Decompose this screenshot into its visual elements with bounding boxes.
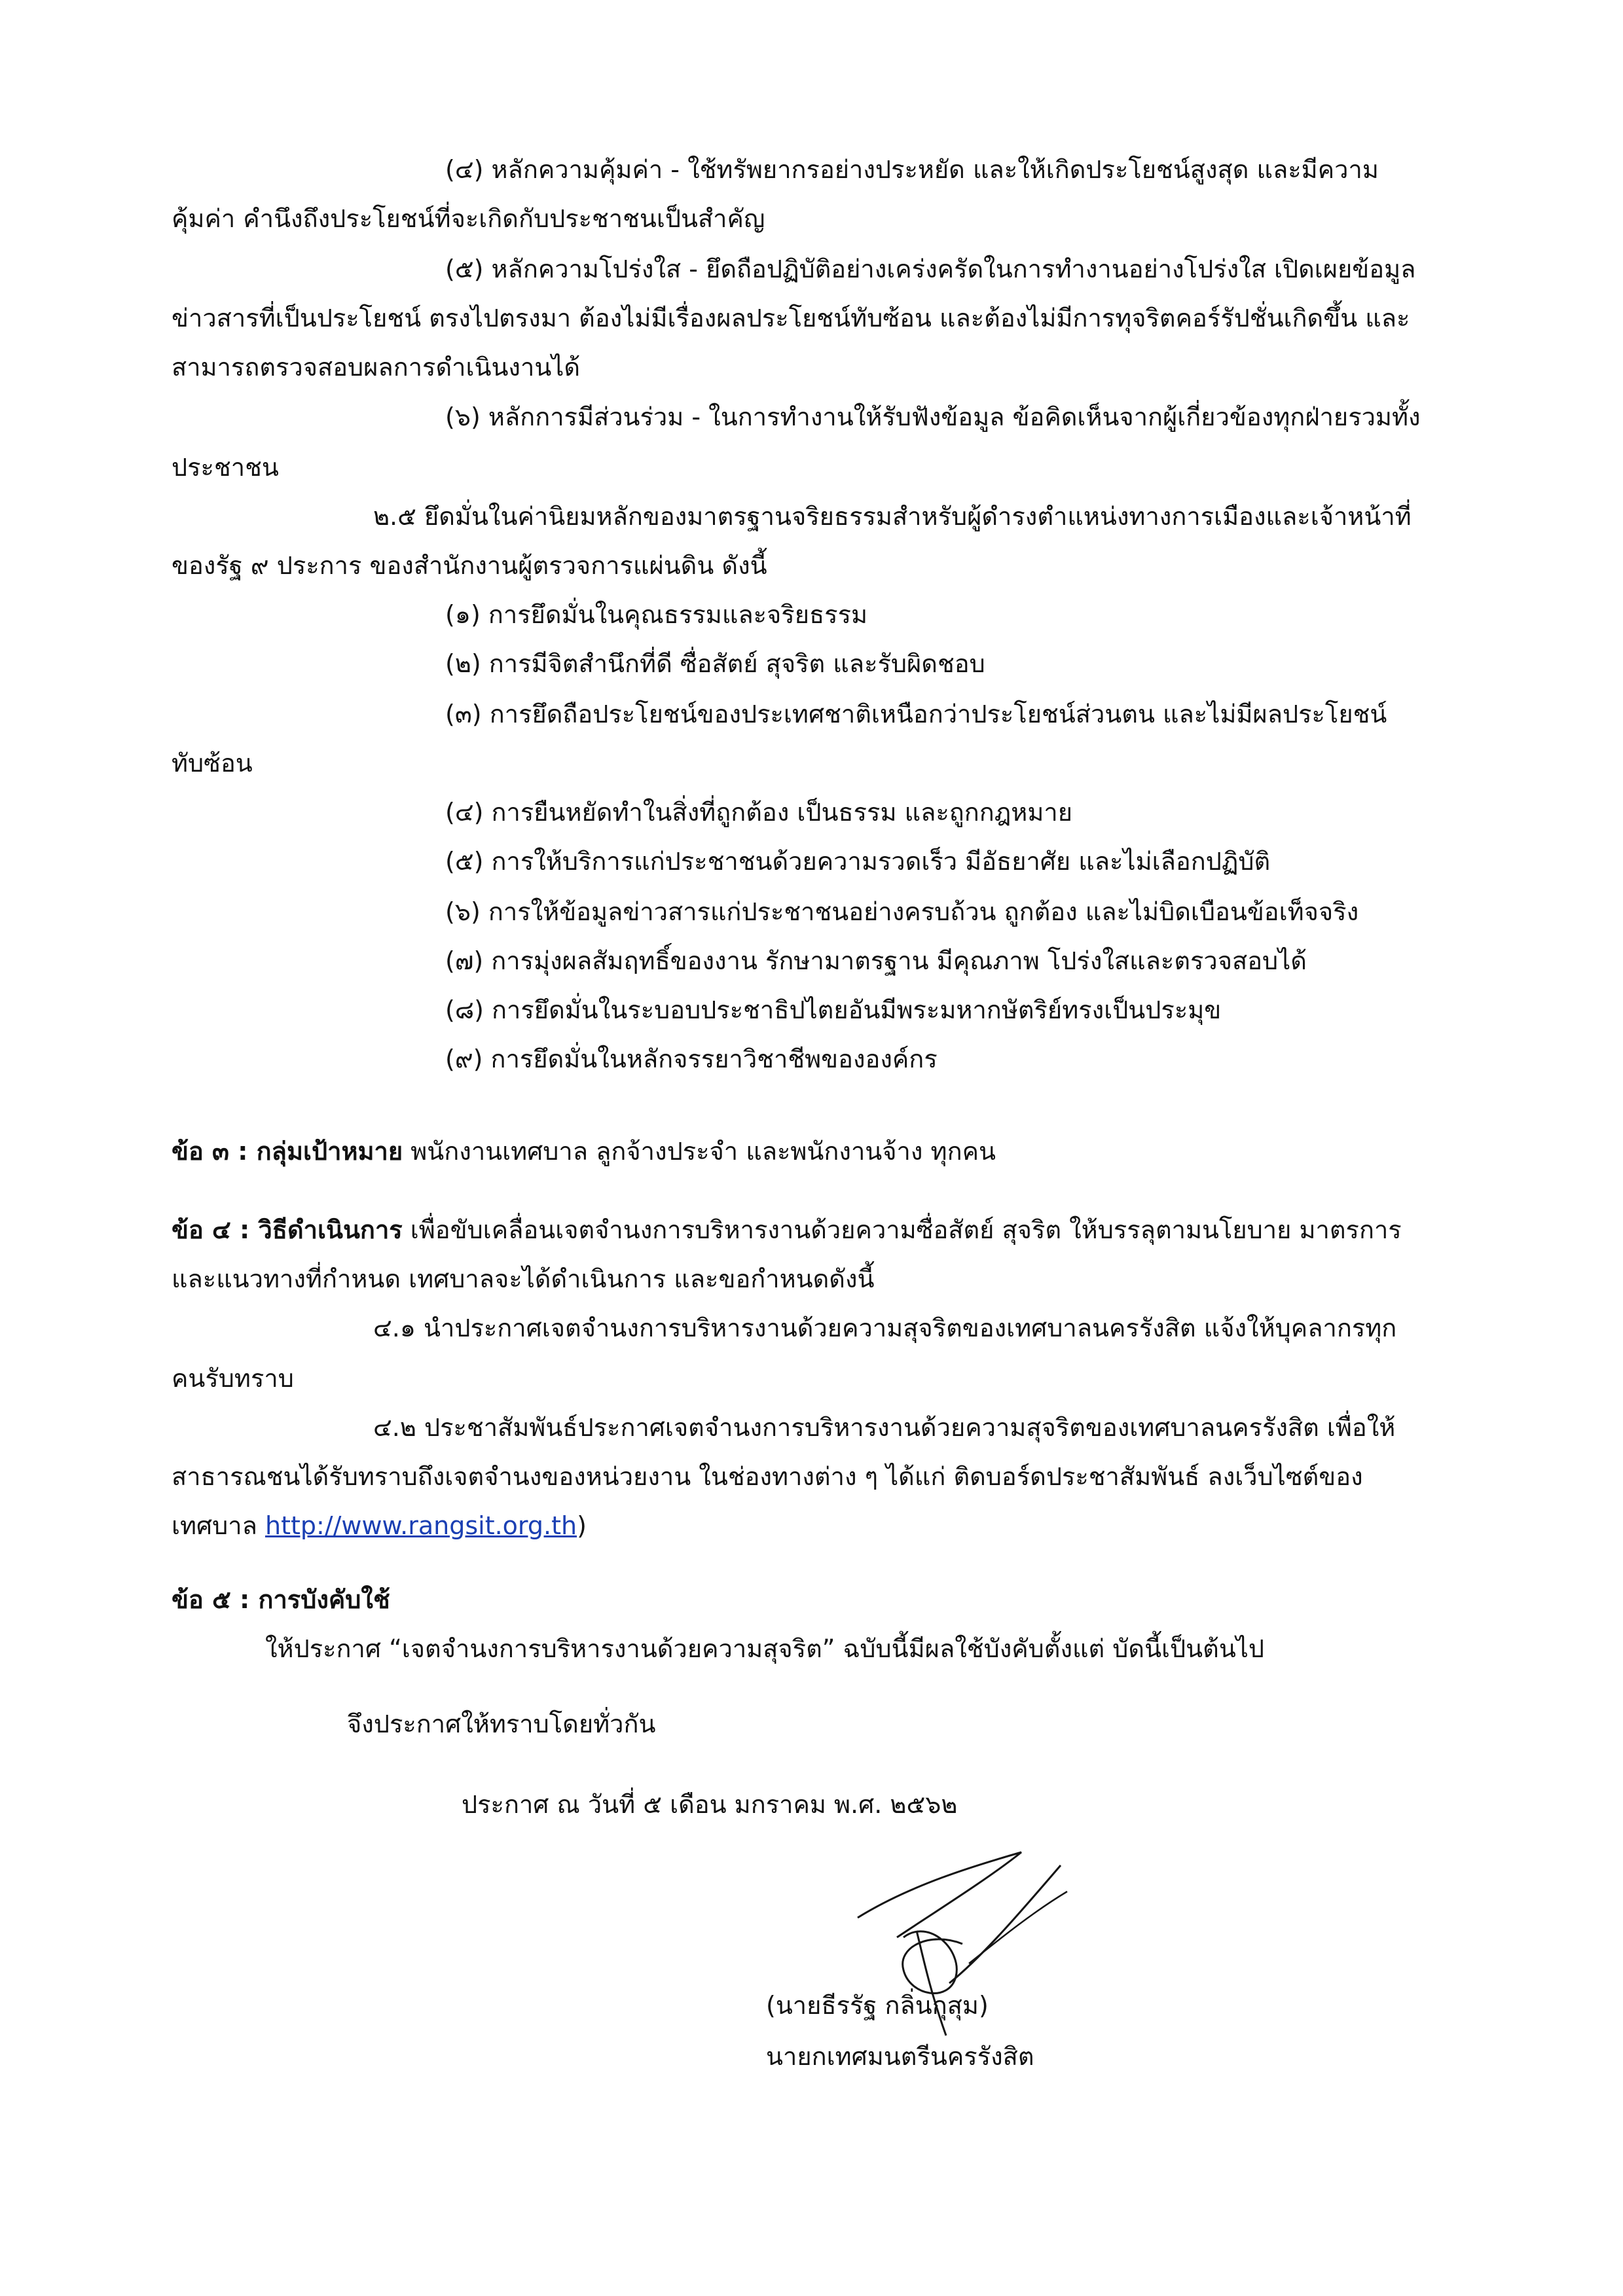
value-item-5: (๕) การให้บริการแก่ประชาชนด้วยความรวดเร็ว มีอัธยาศัย และไม่เลือกปฏิบัติ (445, 847, 1271, 876)
section-4 (172, 1214, 1402, 1246)
municipality-text: เทศบาล (172, 1511, 265, 1540)
closing-statement: จึงประกาศให้ทราบโดยทั่วกัน (347, 1710, 656, 1738)
section-4-2-cont2 (172, 1510, 587, 1541)
section-3-text: พนักงานเทศบาล ลูกจ้างประจำ และพนักงานจ้าง ทุกคน (403, 1137, 996, 1166)
signer-title: นายกเทศมนตรีนครรังสิต (766, 2042, 1034, 2071)
section-5-heading: ข้อ ๕ : การบังคับใช้ (172, 1585, 390, 1614)
section-4-1: ๔.๑ นำประกาศเจตจำนงการบริหารงานด้วยความสุจริตของเทศบาลนครรังสิต แจ้งให้บุคลากรทุก (373, 1314, 1397, 1342)
section-5-text: ให้ประกาศ “เจตจำนงการบริหารงานด้วยความสุจริต” ฉบับนี้มีผลใช้บังคับตั้งแต่ บัดนี้เป็นต้นไป (265, 1634, 1265, 1663)
section-4-2-cont: สาธารณชนได้รับทราบถึงเจตจำนงของหน่วยงาน ในช่องทางต่าง ๆ ได้แก่ ติดบอร์ดประชาสัมพันธ์ ลงเว็บไซต์ของ (172, 1462, 1363, 1491)
principle-value-for-money-cont: คุ้มค่า คำนึงถึงประโยชน์ที่จะเกิดกับประชาชนเป็นสำคัญ (172, 204, 765, 233)
section-3 (172, 1136, 996, 1167)
section-3-heading: ข้อ ๓ : กลุ่มเป้าหมาย (172, 1137, 403, 1166)
value-item-8: (๘) การยึดมั่นในระบอบประชาธิปไตยอันมีพระมหากษัตริย์ทรงเป็นประมุข (445, 996, 1222, 1024)
section-4-text: เพื่อขับเคลื่อนเจตจำนงการบริหารงานด้วยความซื่อสัตย์ สุจริต ให้บรรลุตามนโยบาย มาตรการ (402, 1215, 1402, 1244)
closing-paren: ) (577, 1511, 587, 1540)
principle-participation-cont: ประชาชน (172, 453, 279, 482)
website-link[interactable]: http://www.rangsit.org.th (264, 1511, 577, 1540)
value-item-4: (๔) การยืนหยัดทำในสิ่งที่ถูกต้อง เป็นธรรม และถูกกฎหมาย (445, 798, 1072, 827)
section-4-cont: และแนวทางที่กำหนด เทศบาลจะได้ดำเนินการ และขอกำหนดดังนี้ (172, 1265, 875, 1293)
section-4-1-cont: คนรับทราบ (172, 1364, 294, 1393)
value-item-7: (๗) การมุ่งผลสัมฤทธิ์ของงาน รักษามาตรฐาน มีคุณภาพ โปร่งใสและตรวจสอบได้ (445, 946, 1307, 975)
value-item-2: (๒) การมีจิตสำนึกที่ดี ซื่อสัตย์ สุจริต และรับผิดชอบ (445, 649, 985, 678)
principle-transparency-cont: ข่าวสารที่เป็นประโยชน์ ตรงไปตรงมา ต้องไม่มีเรื่องผลประโยชน์ทับซ้อน และต้องไม่มีการทุจริตคอร์รัปชั่นเกิดขึ้น และ (172, 304, 1410, 332)
value-item-3-cont: ทับซ้อน (172, 749, 253, 778)
value-item-9: (๙) การยึดมั่นในหลักจรรยาวิชาชีพขององค์กร (445, 1045, 938, 1073)
section-2-5: ๒.๕ ยึดมั่นในค่านิยมหลักของมาตรฐานจริยธรรมสำหรับผู้ดำรงตำแหน่งทางการเมืองและเจ้าหน้าที่ (373, 502, 1412, 531)
principle-transparency-cont2: สามารถตรวจสอบผลการดำเนินงานได้ (172, 353, 581, 382)
value-item-1: (๑) การยึดมั่นในคุณธรรมและจริยธรรม (445, 600, 868, 629)
principle-value-for-money: (๔) หลักความคุ้มค่า - ใช้ทรัพยากรอย่างประหยัด และให้เกิดประโยชน์สูงสุด และมีความ (445, 155, 1379, 184)
value-item-3: (๓) การยึดถือประโยชน์ของประเทศชาติเหนือกว่าประโยชน์ส่วนตน และไม่มีผลประโยชน์ (445, 700, 1387, 728)
signer-name: (นายธีรรัฐ กลิ่นกุสุม) (766, 1991, 989, 2020)
section-4-heading: ข้อ ๔ : วิธีดำเนินการ (172, 1215, 403, 1244)
principle-transparency: (๕) หลักความโปร่งใส - ยึดถือปฏิบัติอย่างเคร่งครัดในการทำงานอย่างโปร่งใส เปิดเผยข้อมูล (445, 255, 1416, 283)
announcement-date: ประกาศ ณ วันที่ ๕ เดือน มกราคม พ.ศ. ๒๕๖๒ (462, 1790, 958, 1819)
section-4-2: ๔.๒ ประชาสัมพันธ์ประกาศเจตจำนงการบริหารงานด้วยความสุจริตของเทศบาลนครรังสิต เพื่อให้ (373, 1413, 1396, 1442)
principle-participation: (๖) หลักการมีส่วนร่วม - ในการทำงานให้รับฟังข้อมูล ข้อคิดเห็นจากผู้เกี่ยวข้องทุกฝ่ายรวมทั้ง (445, 403, 1421, 431)
section-2-5-cont: ของรัฐ ๙ ประการ ของสำนักงานผู้ตรวจการแผ่นดิน ดังนี้ (172, 551, 767, 580)
value-item-6: (๖) การให้ข้อมูลข่าวสารแก่ประชาชนอย่างครบถ้วน ถูกต้อง และไม่บิดเบือนข้อเท็จจริง (445, 897, 1359, 926)
